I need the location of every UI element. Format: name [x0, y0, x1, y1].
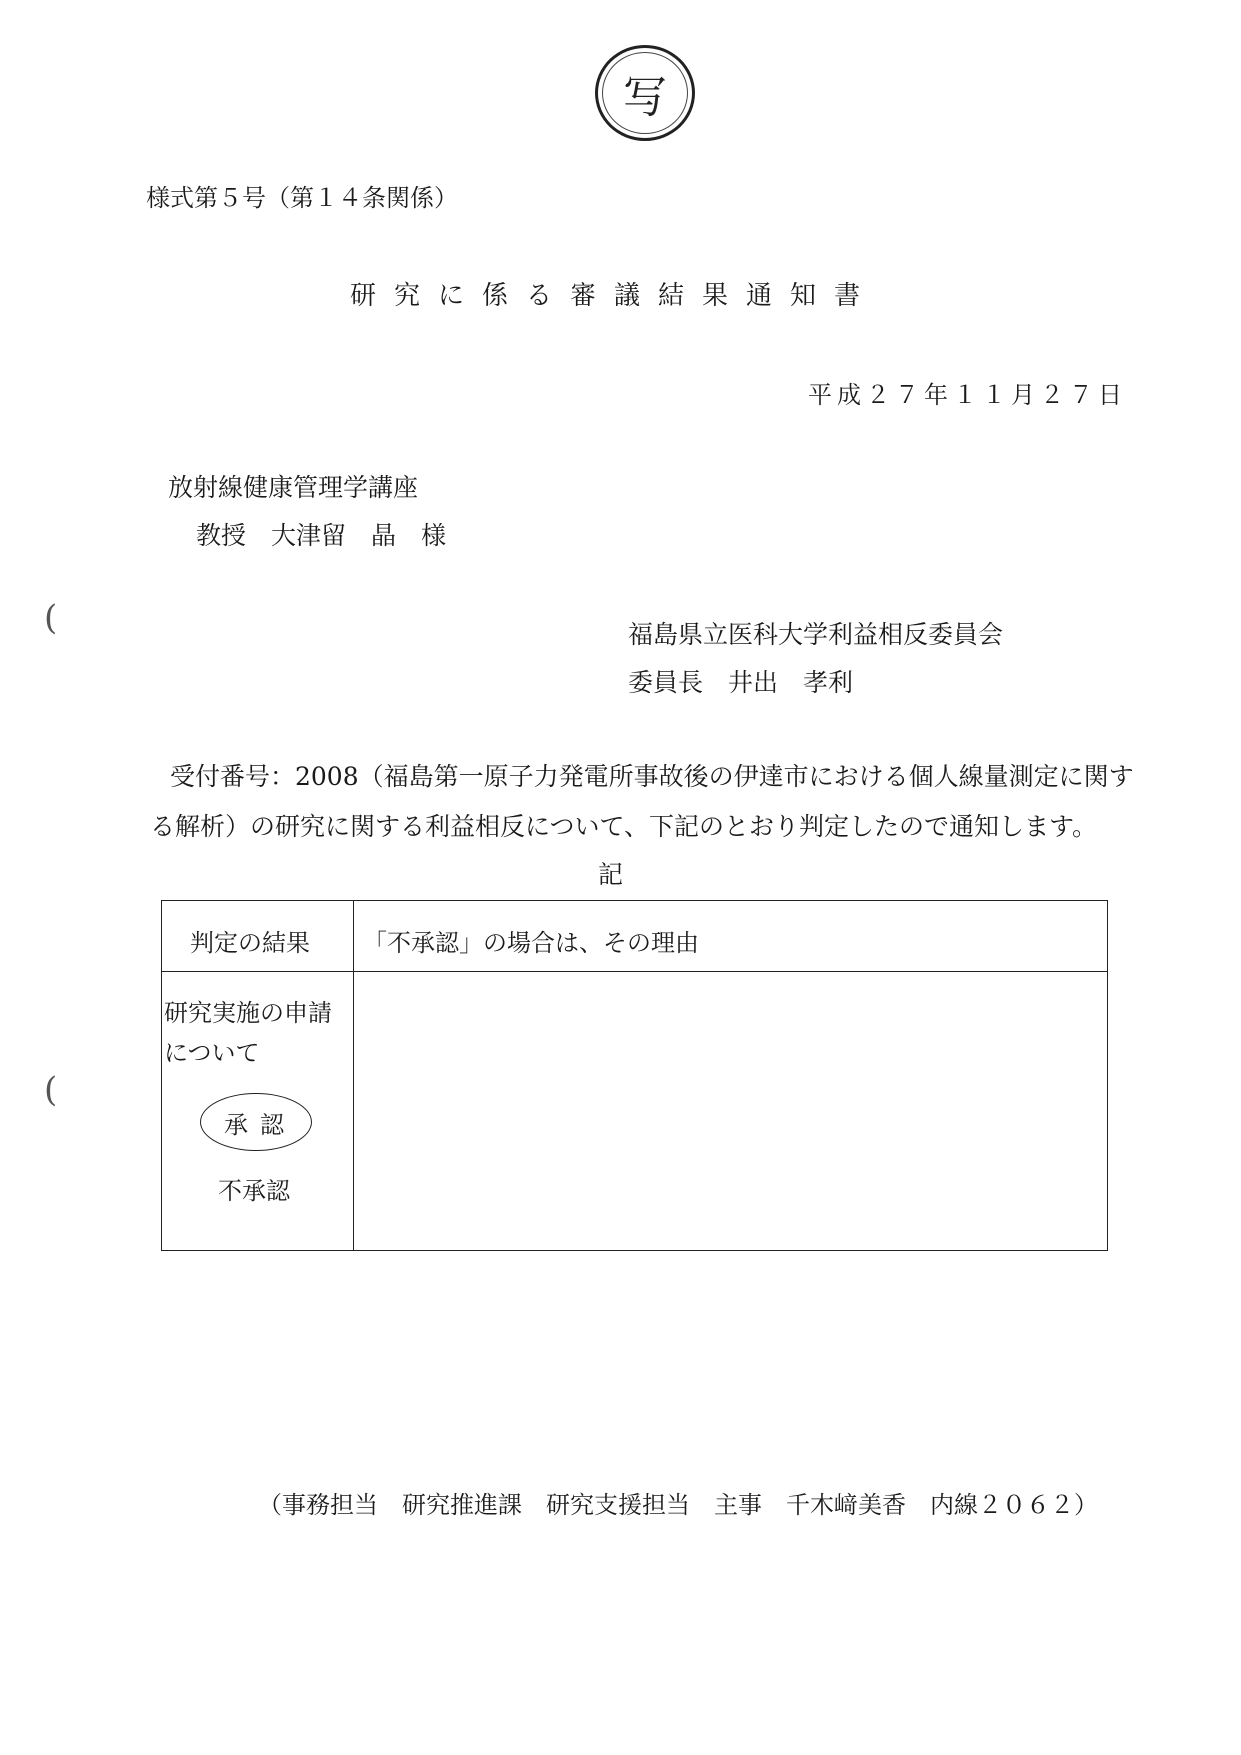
issue-date: 平成２７年１１月２７日: [808, 381, 1127, 409]
document-title: 研究に係る審議結果通知書: [350, 281, 879, 311]
copy-stamp-glyph: 写: [602, 52, 688, 134]
reject-option-label: 不承認: [218, 1177, 290, 1205]
table-header-divider: [162, 971, 1107, 972]
binder-hole-mark: (: [44, 598, 58, 638]
addressee-department: 放射線健康管理学講座: [168, 473, 419, 502]
contact-info: （事務担当 研究推進課 研究支援担当 主事 千木﨑美香 内線２０６２）: [258, 1491, 1098, 1519]
approve-option-circled: [200, 1093, 312, 1151]
header-judgment-result: 判定の結果: [190, 929, 310, 957]
result-table: [161, 900, 1108, 1251]
notification-body: 受付番号：2008（福島第一原子力発電所事故後の伊達市における個人線量測定に関する解析）の研究に関する利益相反について、下記のとおり判定したので通知します。: [150, 762, 1134, 841]
sender-organization: 福島県立医科大学利益相反委員会: [628, 620, 1004, 649]
sender-name: 委員長 井出 孝利: [628, 668, 854, 697]
form-number: 様式第５号（第１４条関係）: [146, 184, 458, 212]
copy-stamp: [595, 45, 695, 141]
header-rejection-reason: 「不承認」の場合は、その理由: [363, 929, 699, 957]
binder-hole-mark: (: [44, 1070, 58, 1110]
table-column-divider: [353, 901, 354, 1250]
addressee-name: 教授 大津留 晶 様: [196, 521, 447, 550]
row-label-research-application: 研究実施の申請について: [164, 999, 332, 1067]
ki-label: 記: [598, 860, 624, 889]
approve-option-label: 承認: [224, 1110, 296, 1139]
